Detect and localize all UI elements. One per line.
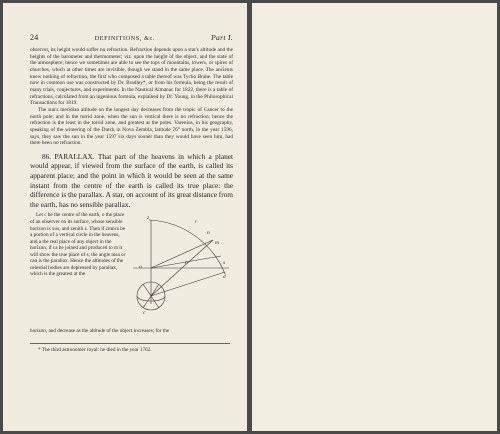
label-m: m (215, 240, 219, 247)
part-label: Part I. (211, 33, 233, 42)
running-head (30, 33, 233, 42)
label-n: n (207, 230, 210, 237)
label-c: c (143, 310, 146, 317)
refraction-paragraph: observer, its height would suffer no refraction. Refraction depends upon a star's altitude and the heights of the barometer and thermometer; viz. upon the height of the object, and the state of the atmosphere; hence we sometimes are able to see the tops of mountains, towers, or spires of churches, which at other times are invisible, though we stand in the same place. The ancients knew nothing of refraction, the first who composed a table thereof was Tycho Brahe. The table now in common use was constructed by Dr. Bradley*, or from his formula, being the result of many trials, conjectures, and experiments. In the Nautical Almanac for 1822, there is a table of refractions, calculated from an ingenious formula, explained by Dr. Young, in the Philosophical Transactions for 1819. (30, 47, 233, 107)
footnote: * The third astronomer royal: he died in the year 1762. (38, 346, 152, 353)
parallax-section: 86. PARALLAX. That part of the heavens in which a planet would appear, if viewed from the surface of the earth, is called its apparent place; and the point in which it would be seen at the same instant from the centre of the earth is called its true place: the difference is the parallax. A star, on account of its great distance from the earth, has no sensible parallax. (30, 151, 233, 209)
running-title: DEFINITIONS, &c. (94, 35, 155, 42)
footnote-rule (30, 343, 230, 344)
figure-area (30, 212, 233, 328)
left-page (3, 3, 247, 431)
figure-text: Let c be the centre of the earth, o the place of an observer on its surface, whose sensible horizon is xos, and zenith z. Then if zmncs be a portion of a vertical circle in the heavens, and a the real place of any object in the horizon, if ca be joined and produced to m it will show the true place of s; the angle msa or cao is the parallax. Hence the altitudes of the celestial bodies are depressed by parallax, which is the greatest at the (30, 212, 126, 278)
label-d: d (223, 274, 226, 281)
label-o: o (139, 264, 142, 271)
label-b: b (185, 260, 188, 267)
parallax-diagram (129, 212, 233, 328)
sight-line-1 (151, 240, 213, 268)
label-s: s (223, 260, 226, 267)
page-number: 24 (30, 33, 39, 42)
label-r: r (195, 219, 198, 226)
sight-line-4 (151, 272, 225, 296)
sun-paragraph: The sun's meridian altitude on the longest day decreases from the tropic of Cancer to the north pole; and in the torrid zone, when the sun is vertical there is no refraction; hence the refraction is the least in the torrid zone, and greatest at the poles. Varenius, in his geography, speaking of the wintering of the Dutch in Nova Zembla, latitude 76° north, in the year 1596, says, they saw the sun in the year 1597 six days sooner than they would have seen him, had there been no refraction. (30, 106, 233, 147)
figure-tail-text: horizon, and decrease as the altitude of the object increases; for the (30, 328, 170, 335)
label-z: z (147, 215, 150, 222)
right-page-blank (252, 3, 497, 431)
